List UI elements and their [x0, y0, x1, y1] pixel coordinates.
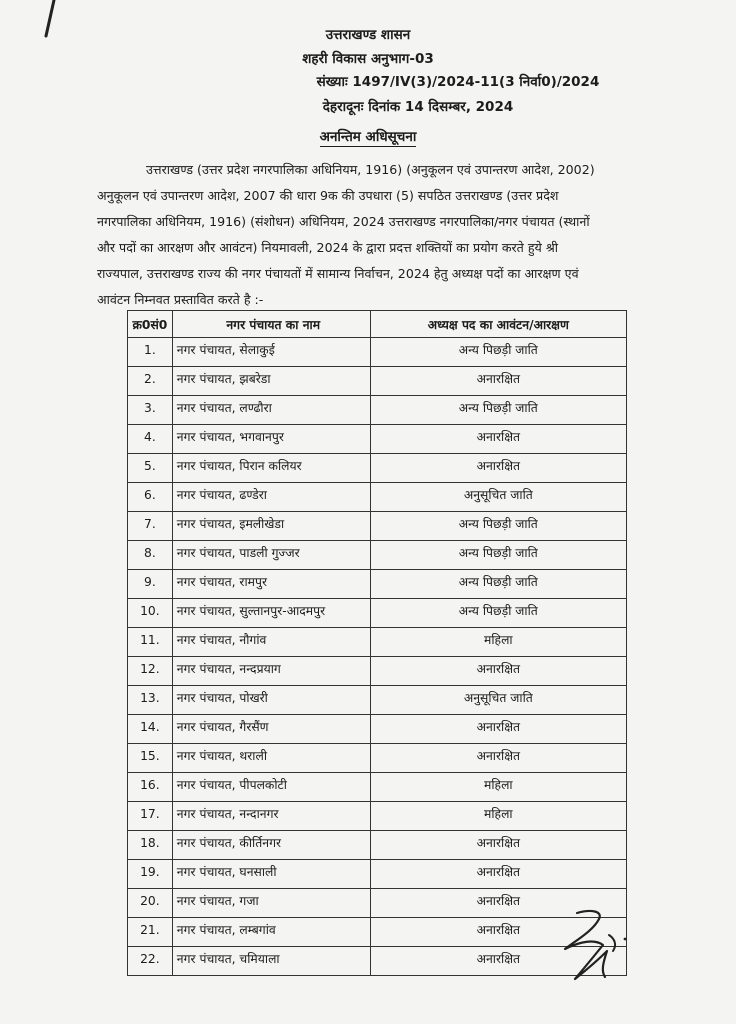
- cell-name: नगर पंचायत, नन्दप्रयाग: [172, 657, 370, 686]
- cell-reservation: अन्य पिछड़ी जाति: [370, 338, 626, 367]
- cell-reservation: अन्य पिछड़ी जाति: [370, 541, 626, 570]
- table-row: [128, 628, 627, 657]
- cell-sno: 21.: [128, 918, 173, 947]
- header-name: नगर पंचायत का नाम: [172, 311, 370, 338]
- cell-reservation: महिला: [370, 773, 626, 802]
- cell-sno: 8.: [128, 541, 173, 570]
- cell-name: नगर पंचायत, पाडली गुज्जर: [172, 541, 370, 570]
- table-row: [128, 715, 627, 744]
- table-row: [128, 657, 627, 686]
- cell-sno: 17.: [128, 802, 173, 831]
- cell-sno: 16.: [128, 773, 173, 802]
- paragraph-line: नगरपालिका अधिनियम, 1916) (संशोधन) अधिनियम, 2024 उत्तराखण्ड नगरपालिका/नगर पंचायत (स्थानों: [97, 214, 590, 229]
- cell-reservation: अनारक्षित: [370, 425, 626, 454]
- table-row: [128, 802, 627, 831]
- cell-name: नगर पंचायत, नौगांव: [172, 628, 370, 657]
- table-row: [128, 570, 627, 599]
- cell-sno: 14.: [128, 715, 173, 744]
- table-row: [128, 425, 627, 454]
- cell-reservation: अनुसूचित जाति: [370, 686, 626, 715]
- cell-name: नगर पंचायत, सेलाकुई: [172, 338, 370, 367]
- table-row: [128, 773, 627, 802]
- paragraph-line: आवंटन निम्नवत प्रस्तावित करते है :-: [97, 292, 264, 307]
- cell-name: नगर पंचायत, इमलीखेडा: [172, 512, 370, 541]
- cell-sno: 11.: [128, 628, 173, 657]
- reference-number: संख्याः 1497/IV(3)/2024-11(3 निर्वा0)/2024: [316, 74, 600, 90]
- header-reservation: अध्यक्ष पद का आवंटन/आरक्षण: [370, 311, 626, 338]
- cell-sno: 20.: [128, 889, 173, 918]
- table-row: [128, 541, 627, 570]
- cell-name: नगर पंचायत, घनसाली: [172, 860, 370, 889]
- table-row: [128, 338, 627, 367]
- allocation-table: [127, 310, 627, 976]
- notification-title-text: अनन्तिम अधिसूचना: [319, 129, 417, 145]
- cell-reservation: अन्य पिछड़ी जाति: [370, 512, 626, 541]
- table-row: [128, 947, 627, 976]
- cell-reservation: अनारक्षित: [370, 744, 626, 773]
- cell-sno: 1.: [128, 338, 173, 367]
- cell-reservation: अन्य पिछड़ी जाति: [370, 599, 626, 628]
- government-heading: उत्तराखण्ड शासन: [325, 27, 411, 43]
- cell-sno: 10.: [128, 599, 173, 628]
- cell-sno: 2.: [128, 367, 173, 396]
- cell-reservation: अन्य पिछड़ी जाति: [370, 396, 626, 425]
- cell-sno: 3.: [128, 396, 173, 425]
- table-row: [128, 918, 627, 947]
- cell-reservation: अनुसूचित जाति: [370, 483, 626, 512]
- cell-name: नगर पंचायत, सुल्तानपुर-आदमपुर: [172, 599, 370, 628]
- date-line: देहरादूनः दिनांक 14 दिसम्बर, 2024: [322, 99, 514, 115]
- cell-sno: 7.: [128, 512, 173, 541]
- paragraph-line: अनुकूलन एवं उपान्तरण आदेश, 2007 की धारा 9क की उपधारा (5) सपठित उत्तराखण्ड (उत्तर प्रदेश: [97, 188, 559, 203]
- cell-name: नगर पंचायत, भगवानपुर: [172, 425, 370, 454]
- cell-name: नगर पंचायत, कीर्तिनगर: [172, 831, 370, 860]
- table-row: [128, 889, 627, 918]
- cell-sno: 19.: [128, 860, 173, 889]
- cell-name: नगर पंचायत, ढण्डेरा: [172, 483, 370, 512]
- cell-reservation: महिला: [370, 802, 626, 831]
- table-row: [128, 831, 627, 860]
- department-heading: शहरी विकास अनुभाग-03: [302, 51, 434, 67]
- cell-reservation: अनारक्षित: [370, 454, 626, 483]
- cell-reservation: अनारक्षित: [370, 715, 626, 744]
- cell-name: नगर पंचायत, लम्बगांव: [172, 918, 370, 947]
- cell-name: नगर पंचायत, गजा: [172, 889, 370, 918]
- table-row: [128, 860, 627, 889]
- table-row: [128, 367, 627, 396]
- cell-name: नगर पंचायत, पिरान कलियर: [172, 454, 370, 483]
- notification-paragraph: [97, 157, 710, 313]
- cell-name: नगर पंचायत, नन्दानगर: [172, 802, 370, 831]
- table-row: [128, 686, 627, 715]
- cell-reservation: अनारक्षित: [370, 889, 626, 918]
- table-body: [128, 338, 627, 976]
- paragraph-line: और पदों का आरक्षण और आवंटन) नियमावली, 2024 के द्वारा प्रदत्त शक्तियों का प्रयोग करते हुये श्री: [97, 240, 559, 255]
- cell-name: नगर पंचायत, गैरसैंण: [172, 715, 370, 744]
- cell-sno: 6.: [128, 483, 173, 512]
- cell-name: नगर पंचायत, थराली: [172, 744, 370, 773]
- header-sno: क्र0सं0: [128, 311, 173, 338]
- cell-reservation: अनारक्षित: [370, 860, 626, 889]
- cell-sno: 18.: [128, 831, 173, 860]
- cell-name: नगर पंचायत, चमियाला: [172, 947, 370, 976]
- cell-name: नगर पंचायत, पीपलकोटी: [172, 773, 370, 802]
- cell-sno: 4.: [128, 425, 173, 454]
- cell-reservation: महिला: [370, 628, 626, 657]
- cell-sno: 15.: [128, 744, 173, 773]
- paragraph-line: उत्तराखण्ड (उत्तर प्रदेश नगरपालिका अधिनियम, 1916) (अनुकूलन एवं उपान्तरण आदेश, 2002): [146, 162, 595, 177]
- cell-reservation: अनारक्षित: [370, 918, 626, 947]
- cell-reservation: अनारक्षित: [370, 657, 626, 686]
- table-row: [128, 396, 627, 425]
- paragraph-line: राज्यपाल, उत्तराखण्ड राज्य की नगर पंचायतों में सामान्य निर्वाचन, 2024 हेतु अध्यक्ष पदों का आरक्षण एवं: [97, 266, 579, 281]
- cell-sno: 5.: [128, 454, 173, 483]
- cell-sno: 13.: [128, 686, 173, 715]
- table-row: [128, 599, 627, 628]
- cell-reservation: अन्य पिछड़ी जाति: [370, 570, 626, 599]
- table-row: [128, 512, 627, 541]
- cell-sno: 9.: [128, 570, 173, 599]
- cell-reservation: अनारक्षित: [370, 947, 626, 976]
- cell-sno: 22.: [128, 947, 173, 976]
- cell-name: नगर पंचायत, झबरेडा: [172, 367, 370, 396]
- cell-name: नगर पंचायत, लण्ढौरा: [172, 396, 370, 425]
- cell-sno: 12.: [128, 657, 173, 686]
- cell-name: नगर पंचायत, रामपुर: [172, 570, 370, 599]
- cell-name: नगर पंचायत, पोखरी: [172, 686, 370, 715]
- cell-reservation: अनारक्षित: [370, 367, 626, 396]
- signature: [555, 905, 645, 985]
- notification-title: [0, 127, 736, 145]
- table-row: [128, 483, 627, 512]
- table-header-row: [128, 311, 627, 338]
- table-row: [128, 454, 627, 483]
- table-row: [128, 744, 627, 773]
- cell-reservation: अनारक्षित: [370, 831, 626, 860]
